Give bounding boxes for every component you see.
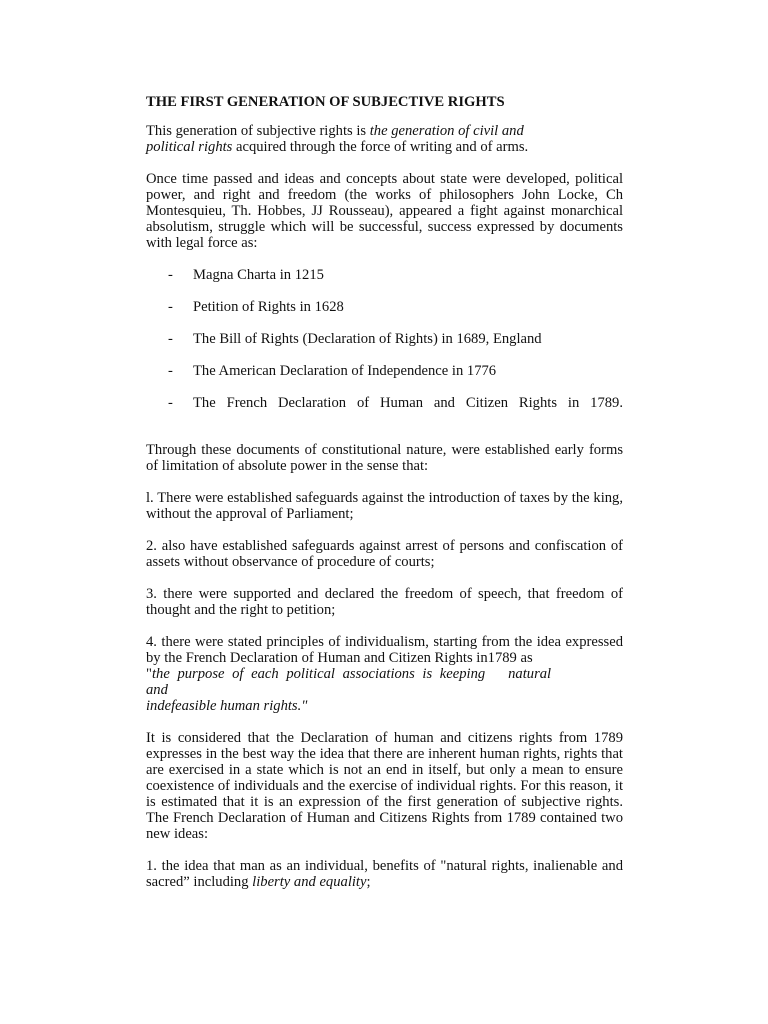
intro-text-italic: the generation of civil and political rights xyxy=(146,123,524,155)
point-4-quote-line-2: and xyxy=(146,682,168,698)
list-item: - The American Declaration of Independence in 1776 xyxy=(168,363,497,379)
list-item: - Petition of Rights in 1628 xyxy=(168,299,344,315)
list-item: - The Bill of Rights (Declaration of Rights) in 1689, England xyxy=(168,331,542,347)
intro-text-after: acquired through the force of writing and of arms. xyxy=(232,139,529,155)
point-3: 3. there were supported and declared the freedom of speech, that freedom of thought and the right to petition; xyxy=(146,586,623,618)
list-item: - Magna Charta in 1215 xyxy=(168,267,324,283)
point-4-text: 4. there were stated principles of individualism, starting from the idea expressed by the French Declaration of Human and Citizen Rights in1789 as xyxy=(146,634,623,666)
document-page xyxy=(146,94,623,906)
point-2: 2. also have established safeguards against arrest of persons and confiscation of assets without observance of procedure of courts; xyxy=(146,538,623,570)
point-4 xyxy=(146,634,623,714)
document-title: THE FIRST GENERATION OF SUBJECTIVE RIGHTS xyxy=(146,94,505,110)
point-4-quote-line-1: "the purpose of each political associations is keeping natural xyxy=(146,666,552,682)
list-dash: - xyxy=(168,395,173,411)
documents-list xyxy=(146,267,623,411)
spacer xyxy=(146,427,623,442)
list-dash: - xyxy=(168,363,173,379)
intro-paragraph xyxy=(146,123,566,155)
idea-1-italic: liberty and equality xyxy=(252,874,367,890)
list-dash: - xyxy=(168,267,173,283)
context-paragraph: Once time passed and ideas and concepts about state were developed, political power, and right and freedom (the works of philosophers John Locke, Ch Montesquieu, Th. Hobbes, JJ Rousseau), appeared a fight against monarchical absolutism, struggle which will be successful, success expressed by documents with legal force as: xyxy=(146,171,623,251)
list-dash: - xyxy=(168,299,173,315)
point-1: l. There were established safeguards against the introduction of taxes by the king, without the approval of Parliament; xyxy=(146,490,623,522)
list-dash: - xyxy=(168,331,173,347)
idea-1: 1. the idea that man as an individual, benefits of "natural rights, inalienable and sacred” including liberty and equality; xyxy=(146,858,623,890)
declaration-paragraph: It is considered that the Declaration of human and citizens rights from 1789 expresses in the best way the idea that there are inherent human rights, rights that are exercised in a state which is not an end in itself, but only a mean to ensure coexistence of individuals and the exercise of individual rights. For this reason, it is estimated that it is an expression of the first generation of subjective rights. The French Declaration of Human and Citizens Rights from 1789 contained two new ideas: xyxy=(146,730,623,842)
intro-text-before: This generation of subjective rights is xyxy=(146,123,370,139)
list-item: - The French Declaration of Human and Citizen Rights in 1789. xyxy=(168,395,623,411)
limitation-paragraph: Through these documents of constitutional nature, were established early forms of limitation of absolute power in the sense that: xyxy=(146,442,623,474)
point-4-quote-line-3: indefeasible human rights." xyxy=(146,698,308,714)
